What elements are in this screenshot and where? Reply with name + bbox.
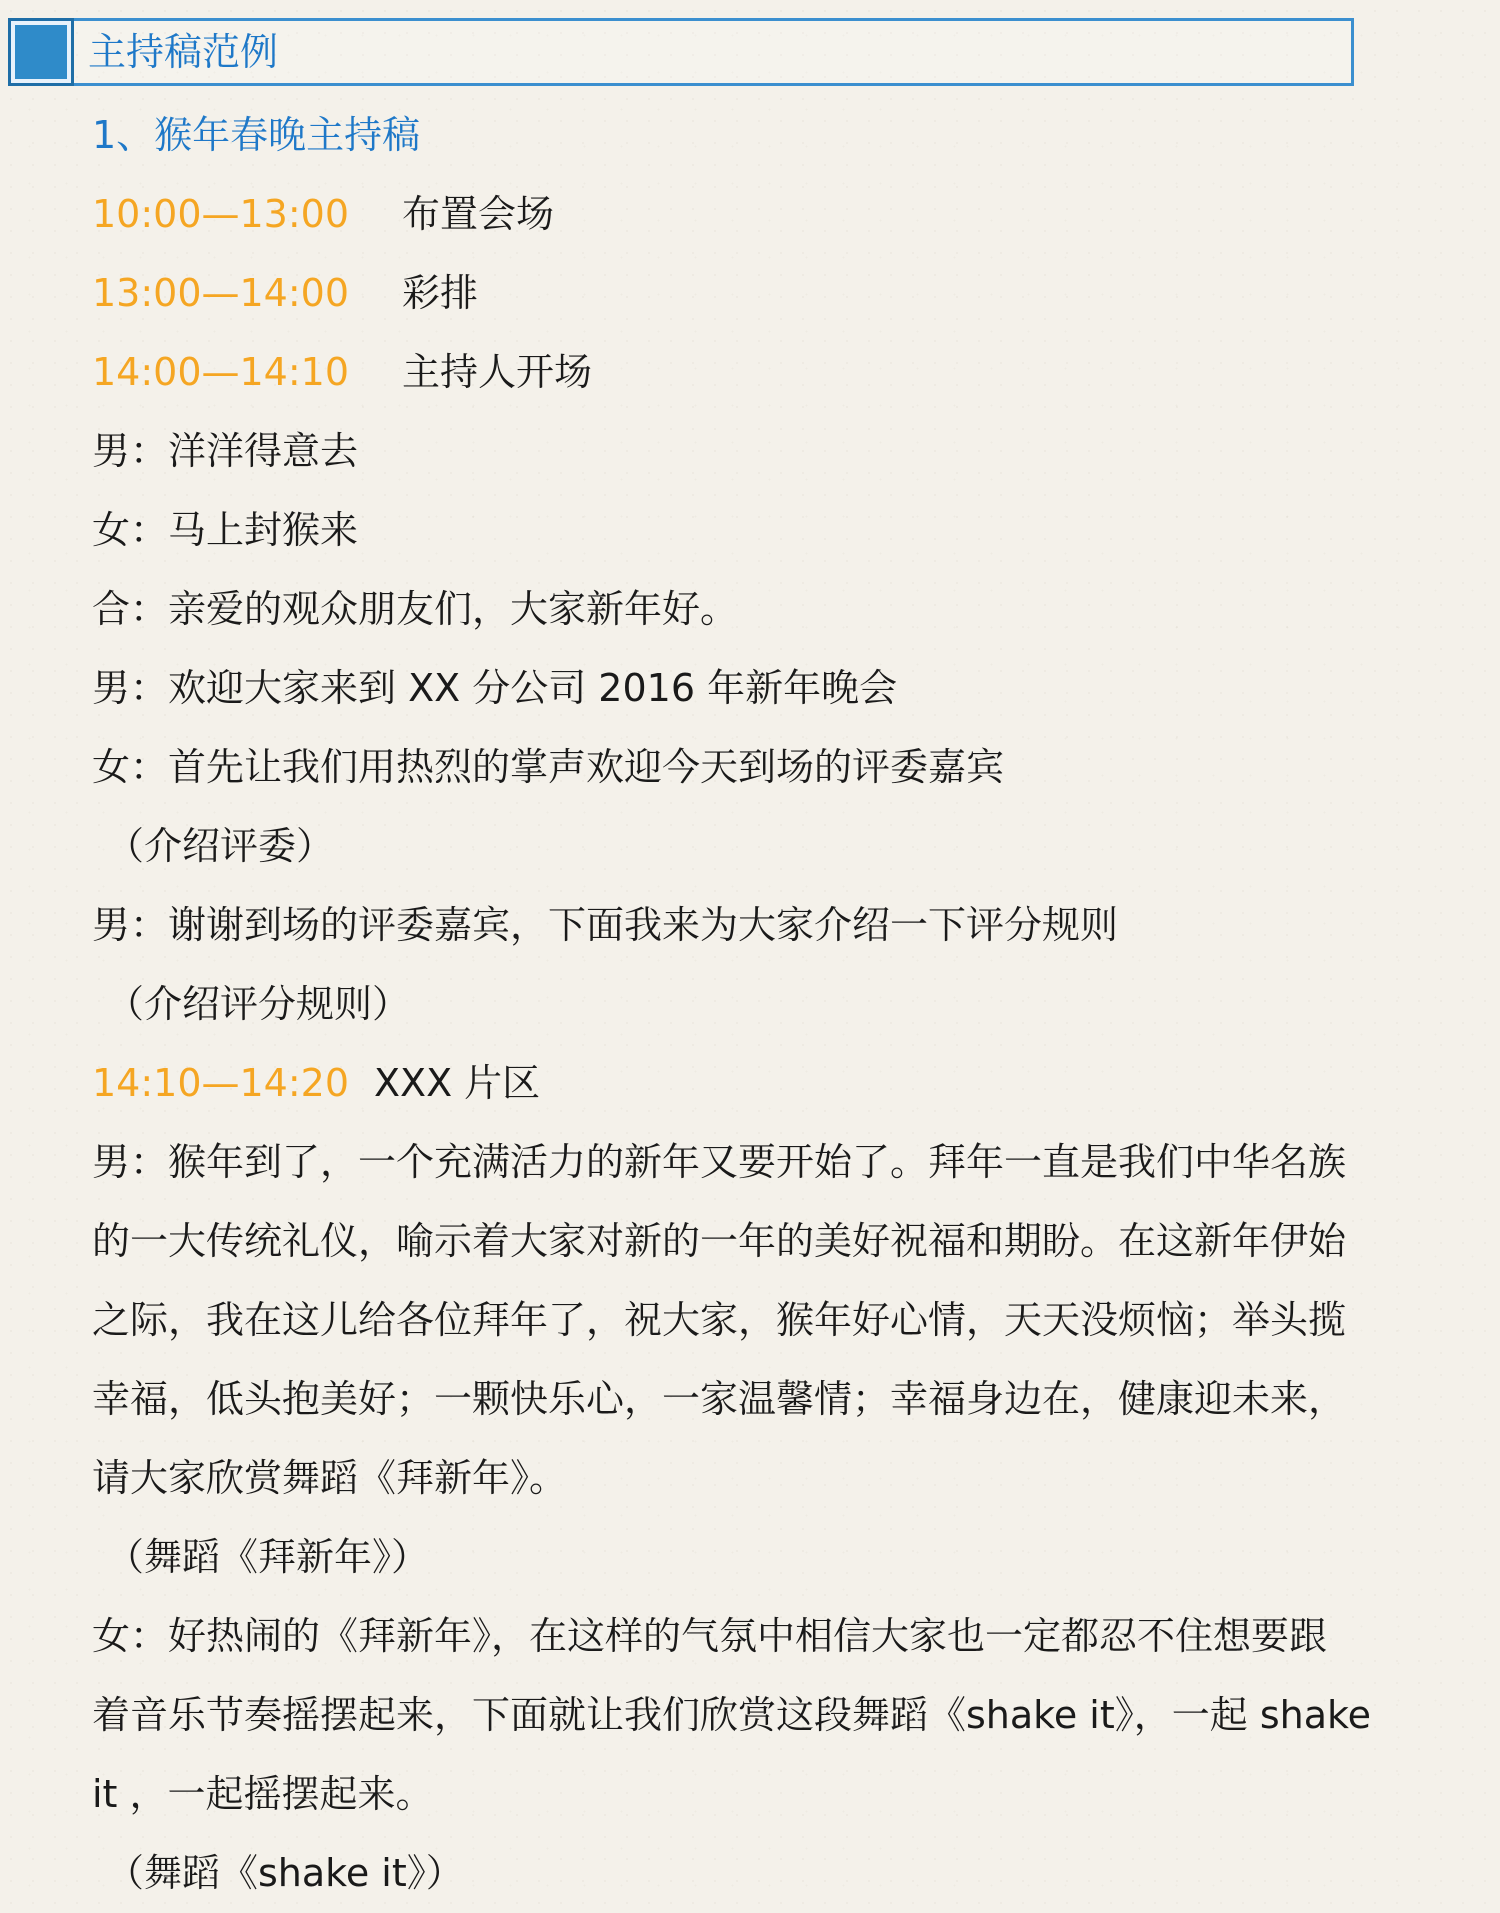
schedule-text: 布置会场 <box>402 192 555 236</box>
section-header <box>8 18 1354 86</box>
schedule-time: 10:00—13:00 <box>92 192 350 236</box>
paragraph-female <box>92 1597 1412 1834</box>
dialogue-line: 男：谢谢到场的评委嘉宾，下面我来为大家介绍一下评分规则 <box>92 903 1119 947</box>
paragraph-line: 着音乐节奏摇摆起来，下面就让我们欣赏这段舞蹈《shake it》，一起 shake <box>92 1693 1372 1737</box>
schedule-row <box>92 1044 1412 1123</box>
schedule-time: 14:10—14:20 <box>92 1061 350 1105</box>
page-title: 主持稿范例 <box>88 30 279 74</box>
stage-note: （介绍评分规则） <box>106 982 411 1026</box>
paragraph-line: 的一大传统礼仪，喻示着大家对新的一年的美好祝福和期盼。在这新年伊始 <box>92 1219 1347 1263</box>
schedule-time: 14:00—14:10 <box>92 350 350 394</box>
paragraph-line: it ，一起摇摆起来。 <box>92 1772 434 1816</box>
schedule-time: 13:00—14:00 <box>92 271 350 315</box>
document-body <box>92 96 1412 1913</box>
stage-note: （介绍评委） <box>106 824 335 868</box>
dialogue-line: 合：亲爱的观众朋友们，大家新年好。 <box>92 587 739 631</box>
schedule-row <box>92 254 1412 333</box>
schedule-text: 主持人开场 <box>402 350 593 394</box>
paragraph-line: 女：好热闹的《拜新年》，在这样的气氛中相信大家也一定都忍不住想要跟 <box>92 1614 1328 1658</box>
dialogue-line: 女：马上封猴来 <box>92 508 359 552</box>
paragraph-line: 之际，我在这儿给各位拜年了，祝大家，猴年好心情，天天没烦恼；举头揽 <box>92 1298 1347 1342</box>
paragraph-line: 请大家欣赏舞蹈《拜新年》。 <box>92 1456 568 1500</box>
stage-note: （舞蹈《shake it》） <box>106 1851 464 1895</box>
schedule-text: 彩排 <box>402 271 479 315</box>
schedule-row <box>92 175 1412 254</box>
paragraph-line: 男：猴年到了，一个充满活力的新年又要开始了。拜年一直是我们中华名族 <box>92 1140 1347 1184</box>
dialogue-line: 男：洋洋得意去 <box>92 429 359 473</box>
paragraph-male <box>92 1123 1412 1518</box>
stage-note: （舞蹈《拜新年》） <box>106 1535 430 1579</box>
paragraph-line: 幸福，低头抱美好；一颗快乐心，一家温馨情；幸福身边在，健康迎未来， <box>92 1377 1347 1421</box>
header-square-icon <box>8 18 74 86</box>
schedule-text: XXX 片区 <box>374 1061 541 1105</box>
schedule-row <box>92 333 1412 412</box>
dialogue-line: 男：欢迎大家来到 XX 分公司 2016 年新年晚会 <box>92 666 898 710</box>
dialogue-line: 女：首先让我们用热烈的掌声欢迎今天到场的评委嘉宾 <box>92 745 1005 789</box>
section-subtitle: 1、猴年春晚主持稿 <box>92 113 421 157</box>
